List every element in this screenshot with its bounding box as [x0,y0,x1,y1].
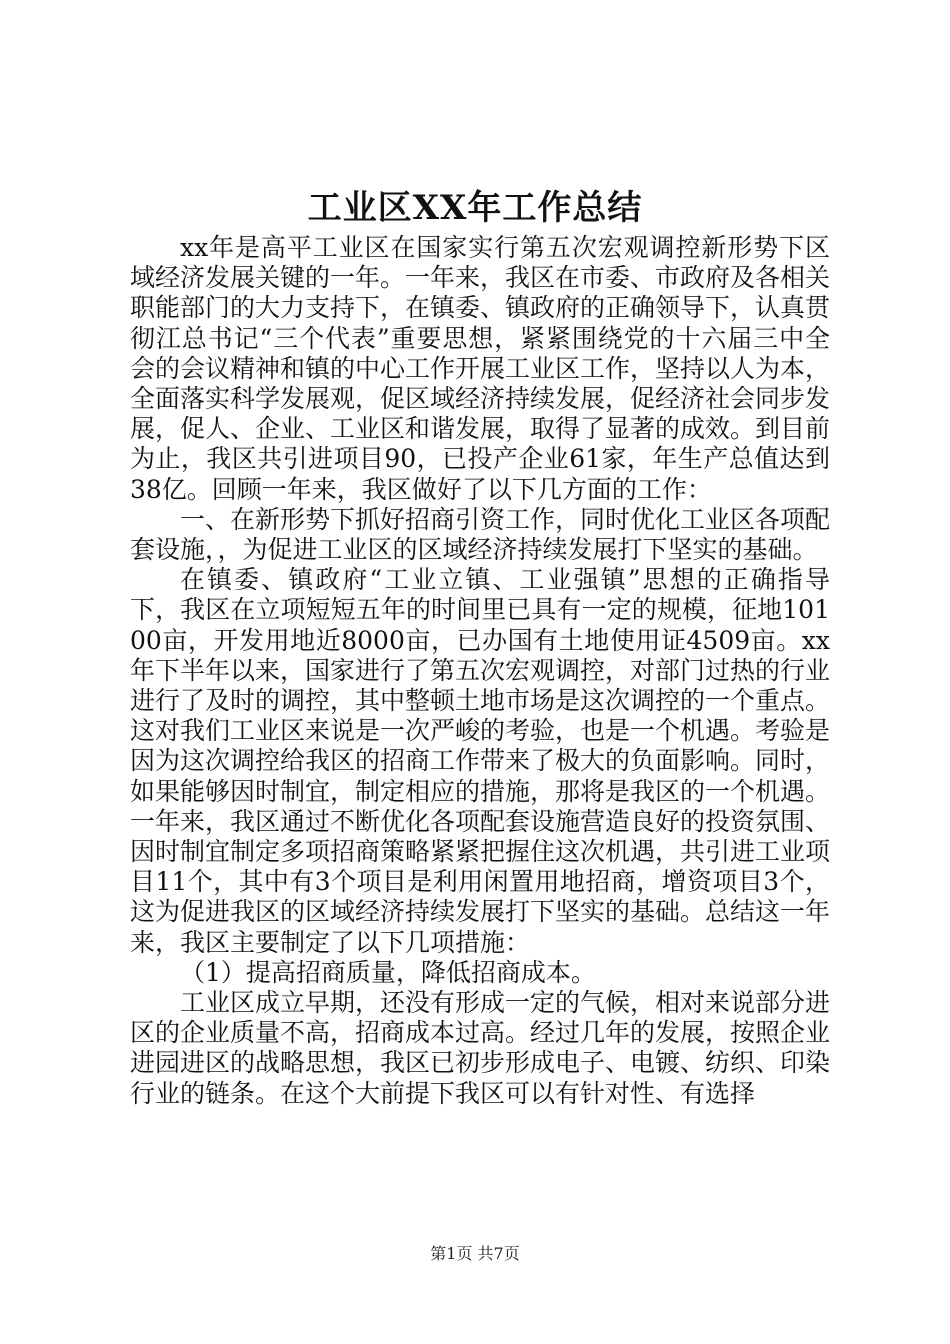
page-footer: 第1页 共7页 [430,1244,520,1263]
document-title: 工业区XX年工作总结 [307,188,643,228]
paragraph-measure-one-heading: （1）提高招商质量，降低招商成本。 [180,957,596,987]
document-body [130,233,830,1109]
paragraph-early-stage: 工业区成立早期，还没有形成一定的气候，相对来说部分进区的企业质量不高，招商成本过高。经过几年的发展，按照企业进园进区的战略思想，我区已初步形成电子、电镀、纺织、印染行业的链条。在这个大前提下我区可以有针对性、有选择 [130,988,831,1108]
paragraph-intro: xx年是高平工业区在国家实行第五次宏观调控新形势下区域经济发展关键的一年。一年来，我区在市委、市政府及各相关职能部门的大力支持下，在镇委、镇政府的正确领导下，认真贯彻江总书记“三个代表”重要思想，紧紧围绕党的十六届三中全会的会议精神和镇的中心工作开展工业区工作，坚持以人为本，全面落实科学发展观，促区域经济持续发展，促经济社会同步发展，促人、企业、工业区和谐发展，取得了显著的成效。到目前为止，我区共引进项目90，已投产企业61家，年生产总值达到38亿。回顾一年来，我区做好了以下几方面的工作： [130,233,831,504]
paragraph-land-and-investment: 在镇委、镇政府“工业立镇、工业强镇”思想的正确指导下，我区在立项短短五年的时间里已具有一定的规模，征地10100亩，开发用地近8000亩，已办国有土地使用证4509亩。xx年下半年以来，国家进行了第五次宏观调控，对部门过热的行业进行了及时的调控，其中整顿土地市场是这次调控的一个重点。这对我们工业区来说是一次严峻的考验，也是一个机遇。考验是因为这次调控给我区的招商工作带来了极大的负面影响。同时，如果能够因时制宜，制定相应的措施，那将是我区的一个机遇。一年来，我区通过不断优化各项配套设施营造良好的投资氛围、因时制宜制定多项招商策略紧紧把握住这次机遇，共引进工业项目11个，其中有3个项目是利用闲置用地招商，增资项目3个，这为促进我区的区域经济持续发展打下坚实的基础。总结这一年来，我区主要制定了以下几项措施： [130,565,831,957]
paragraph-section-one-heading: 一、在新形势下抓好招商引资工作，同时优化工业区各项配套设施，，为促进工业区的区域经济持续发展打下坚实的基础。 [130,504,831,565]
